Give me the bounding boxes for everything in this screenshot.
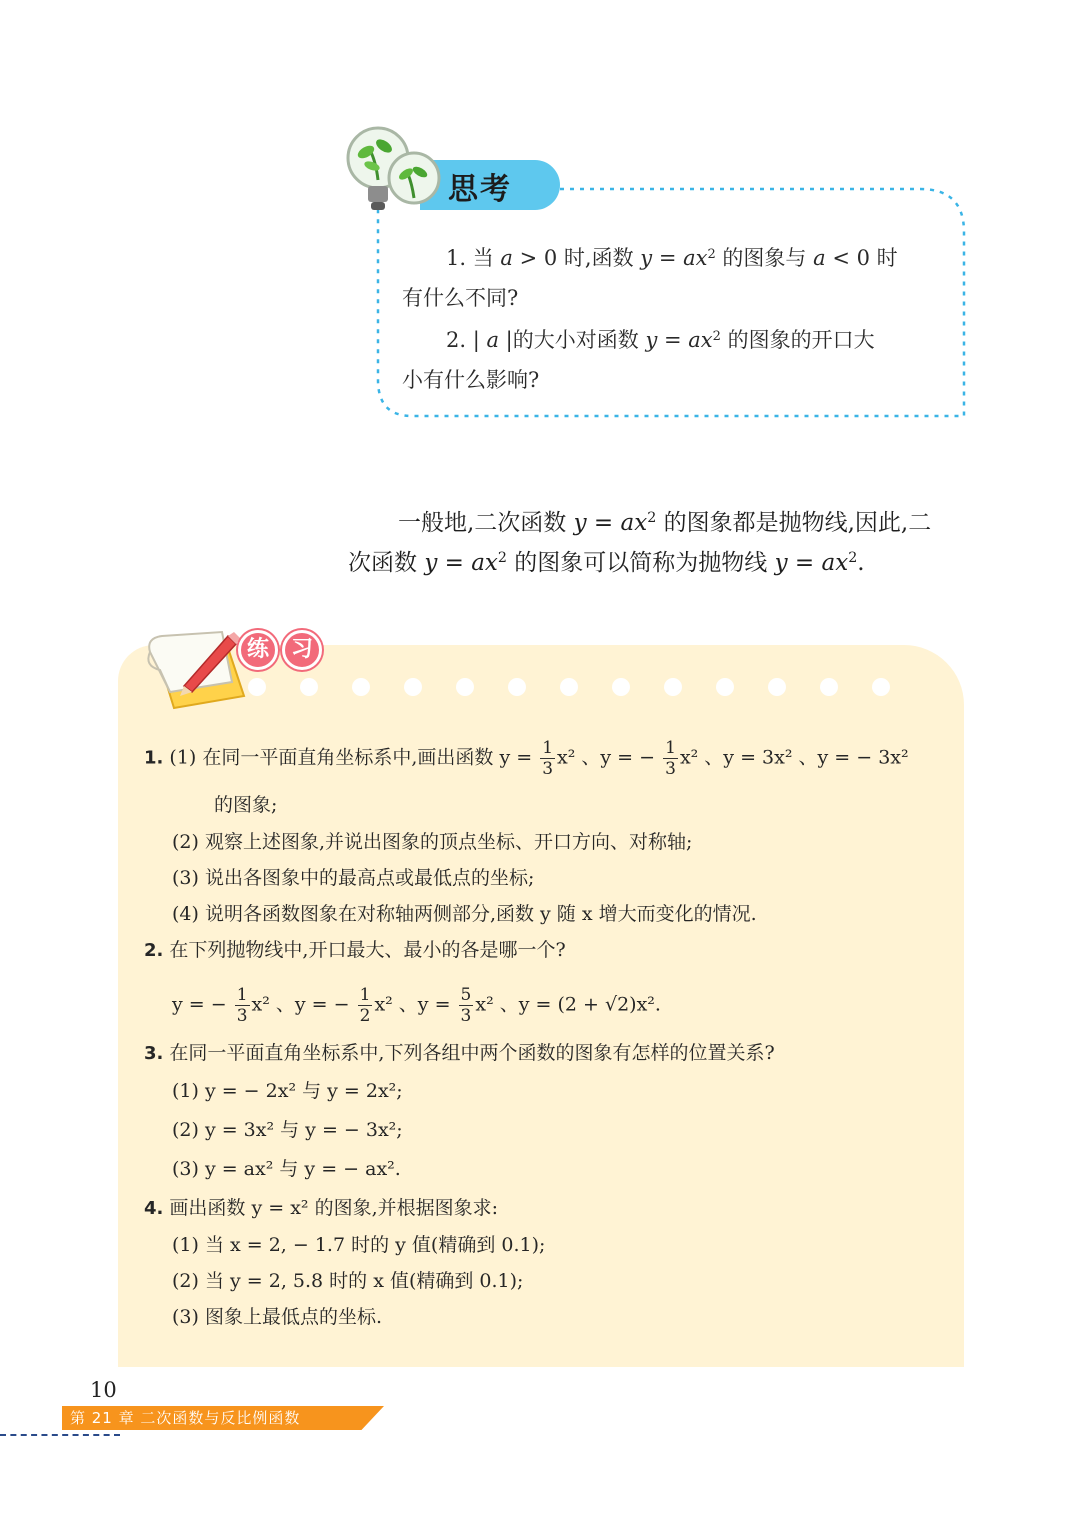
exercise-1-line-3: (2) 观察上述图象,并说出图象的顶点坐标、开口方向、对称轴;	[172, 831, 693, 853]
lightbulb-icon	[340, 122, 450, 222]
think-question-2-line-2: 小有什么影响?	[402, 368, 540, 392]
notebook-hole	[300, 678, 318, 696]
notebook-hole	[404, 678, 422, 696]
body-paragraph-line-2: 次函数 $y = ax^2$ 的图象可以简称为抛物线 $y = ax^2$.	[348, 550, 865, 576]
exercise-4-line-4: (3) 图象上最低点的坐标.	[172, 1306, 382, 1328]
exercise-4-line-1: 4. 画出函数 y = x² 的图象,并根据图象求:	[144, 1197, 499, 1219]
think-question-2-line-1: 2. | a |的大小对函数 $y = ax^2$ 的图象的开口大	[446, 328, 875, 352]
exercise-3-line-4: (3) y = ax² 与 y = − ax².	[172, 1158, 401, 1180]
exercise-1-line-1: 1. (1) 在同一平面直角坐标系中,画出函数 y = $\frac{1}{3}$ x² 、y = − $\frac{1}{3}$ x² 、y = 3x² 、y = − 3x²	[144, 738, 909, 779]
notebook-hole	[716, 678, 734, 696]
think-question-1-line-1: 1. 当 a > 0 时,函数 $y = ax^2$ 的图象与 a < 0 时	[446, 246, 898, 270]
exercise-3-line-1: 3. 在同一平面直角坐标系中,下列各组中两个函数的图象有怎样的位置关系?	[144, 1042, 775, 1064]
notebook-hole	[664, 678, 682, 696]
body-paragraph-line-1: 一般地,二次函数 $y = ax^2$ 的图象都是抛物线,因此,二	[398, 510, 932, 536]
page-number: 10	[90, 1378, 117, 1402]
think-title: 思考	[448, 172, 512, 207]
notebook-hole	[560, 678, 578, 696]
notebook-hole	[820, 678, 838, 696]
fraction: $\frac{5}{3}$	[460, 985, 472, 1026]
exercise-4-line-3: (2) 当 y = 2, 5.8 时的 x 值(精确到 0.1);	[172, 1270, 524, 1292]
paper-pencil-icon	[136, 626, 256, 716]
notebook-hole	[612, 678, 630, 696]
practice-badge-xi: 习	[282, 630, 322, 670]
exercise-4-line-2: (1) 当 x = 2, − 1.7 时的 y 值(精确到 0.1);	[172, 1234, 546, 1256]
chapter-title: 第 21 章 二次函数与反比例函数	[70, 1409, 301, 1427]
notebook-hole	[768, 678, 786, 696]
exercise-3-line-3: (2) y = 3x² 与 y = − 3x²;	[172, 1119, 403, 1141]
footer-dashed-rule	[0, 1434, 120, 1436]
fraction: $\frac{1}{3}$	[665, 738, 676, 779]
notebook-hole	[456, 678, 474, 696]
practice-badge-lian: 练	[238, 630, 278, 670]
exercise-1-line-2: 的图象;	[214, 794, 278, 816]
exercise-2-line-2: y = − $\frac{1}{3}$ x² 、y = − $\frac{1}{2}$ x² 、y = $\frac{5}{3}$ x² 、y = (2 + √2)x².	[172, 985, 661, 1026]
fraction: $\frac{1}{3}$	[236, 985, 248, 1026]
fraction: $\frac{1}{3}$	[542, 738, 554, 779]
exercise-1-line-4: (3) 说出各图象中的最高点或最低点的坐标;	[172, 867, 535, 889]
exercise-2-line-1: 2. 在下列抛物线中,开口最大、最小的各是哪一个?	[144, 939, 566, 961]
exercise-1-line-5: (4) 说明各函数图象在对称轴两侧部分,函数 y 随 x 增大而变化的情况.	[172, 903, 757, 925]
think-question-1-line-2: 有什么不同?	[402, 286, 519, 310]
exercise-3-line-2: (1) y = − 2x² 与 y = 2x²;	[172, 1080, 403, 1102]
fraction: $\frac{1}{2}$	[359, 985, 371, 1026]
notebook-hole	[352, 678, 370, 696]
notebook-hole	[508, 678, 526, 696]
notebook-hole	[872, 678, 890, 696]
